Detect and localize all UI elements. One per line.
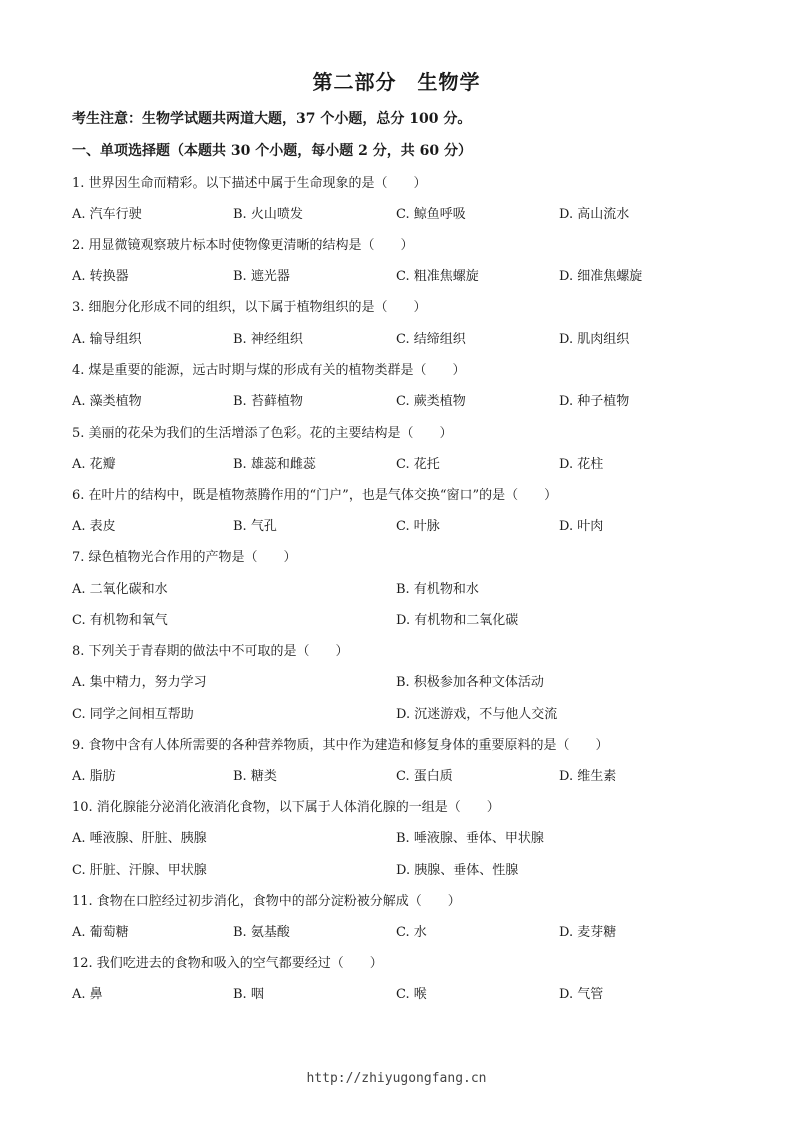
option-c: C. 鲸鱼呼吸 [396,207,466,222]
question-12-options [72,983,722,1003]
question-4-options [72,390,722,410]
option-a: A. 唾液腺、肝脏、胰腺 [72,831,207,846]
option-d: D. 种子植物 [559,394,630,409]
option-a: A. 脂肪 [72,769,116,784]
question-10-options-row1 [72,827,722,847]
question-11-options [72,921,722,941]
section-heading: 一、单项选择题（本题共 30 个小题，每小题 2 分，共 60 分） [72,143,472,159]
question-8-options-row2 [72,703,722,723]
option-c: C. 粗准焦螺旋 [396,269,479,284]
question-6-stem: 6. 在叶片的结构中，既是植物蒸腾作用的“门户”，也是气体交换“窗口”的是（ ） [72,488,558,503]
option-d: D. 细准焦螺旋 [559,269,643,284]
option-c: C. 蕨类植物 [396,394,466,409]
question-7-options-row1 [72,578,722,598]
page-title: 第二部分 生物学 [312,70,481,94]
option-c: C. 肝脏、汗腺、甲状腺 [72,863,207,878]
option-b: B. 神经组织 [233,332,303,347]
question-3-options [72,328,722,348]
option-a: A. 表皮 [72,519,116,534]
option-c: C. 同学之间相互帮助 [72,707,194,722]
question-5-stem: 5. 美丽的花朵为我们的生活增添了色彩。花的主要结构是（ ） [72,426,453,441]
option-a: A. 汽车行驶 [72,207,142,222]
option-b: B. 唾液腺、垂体、甲状腺 [396,831,544,846]
option-d: D. 维生素 [559,769,617,784]
option-b: B. 气孔 [233,519,277,534]
option-b: B. 遮光器 [233,269,290,284]
option-c: C. 花托 [396,457,440,472]
question-8-options-row1 [72,671,722,691]
question-9-stem: 9. 食物中含有人体所需要的各种营养物质，其中作为建造和修复身体的重要原料的是（ ） [72,738,609,753]
option-b: B. 雄蕊和雌蕊 [233,457,316,472]
footer-url: http://zhiyugongfang.cn [306,1071,487,1086]
option-d: D. 高山流水 [559,207,630,222]
option-a: A. 输导组织 [72,332,142,347]
option-a: A. 转换器 [72,269,129,284]
question-2-options [72,265,722,285]
question-4-stem: 4. 煤是重要的能源，远古时期与煤的形成有关的植物类群是（ ） [72,363,466,378]
option-c: C. 水 [396,925,427,940]
option-d: D. 肌肉组织 [559,332,630,347]
question-5-options [72,453,722,473]
option-d: D. 叶肉 [559,519,604,534]
option-b: B. 糖类 [233,769,277,784]
option-b: B. 咽 [233,987,264,1002]
question-8-stem: 8. 下列关于青春期的做法中不可取的是（ ） [72,644,349,659]
option-a: A. 鼻 [72,987,103,1002]
option-b: B. 苔藓植物 [233,394,303,409]
option-d: D. 有机物和二氧化碳 [396,613,519,628]
option-d: D. 气管 [559,987,604,1002]
option-c: C. 蛋白质 [396,769,453,784]
question-7-stem: 7. 绿色植物光合作用的产物是（ ） [72,550,297,565]
option-d: D. 沉迷游戏，不与他人交流 [396,707,558,722]
option-c: C. 叶脉 [396,519,440,534]
option-c: C. 喉 [396,987,427,1002]
question-9-options [72,765,722,785]
option-d: D. 花柱 [559,457,604,472]
exam-notice: 考生注意：生物学试题共两道大题，37 个小题，总分 100 分。 [72,111,472,127]
option-a: A. 花瓣 [72,457,116,472]
option-b: B. 氨基酸 [233,925,290,940]
option-a: A. 集中精力，努力学习 [72,675,207,690]
question-1-stem: 1. 世界因生命而精彩。以下描述中属于生命现象的是（ ） [72,176,427,191]
option-c: C. 有机物和氧气 [72,613,168,628]
question-1-options [72,203,722,223]
option-b: B. 有机物和水 [396,582,479,597]
option-d: D. 胰腺、垂体、性腺 [396,863,519,878]
option-a: A. 二氧化碳和水 [72,582,168,597]
option-b: B. 火山喷发 [233,207,303,222]
question-12-stem: 12. 我们吃进去的食物和吸入的空气都要经过（ ） [72,956,383,971]
option-b: B. 积极参加各种文体活动 [396,675,544,690]
option-c: C. 结缔组织 [396,332,466,347]
option-a: A. 藻类植物 [72,394,142,409]
option-a: A. 葡萄糖 [72,925,129,940]
question-10-options-row2 [72,859,722,879]
option-d: D. 麦芽糖 [559,925,617,940]
question-3-stem: 3. 细胞分化形成不同的组织，以下属于植物组织的是（ ） [72,300,427,315]
question-6-options [72,515,722,535]
question-11-stem: 11. 食物在口腔经过初步消化，食物中的部分淀粉被分解成（ ） [72,894,461,909]
question-2-stem: 2. 用显微镜观察玻片标本时使物像更清晰的结构是（ ） [72,238,414,253]
question-10-stem: 10. 消化腺能分泌消化液消化食物，以下属于人体消化腺的一组是（ ） [72,800,500,815]
question-7-options-row2 [72,609,722,629]
